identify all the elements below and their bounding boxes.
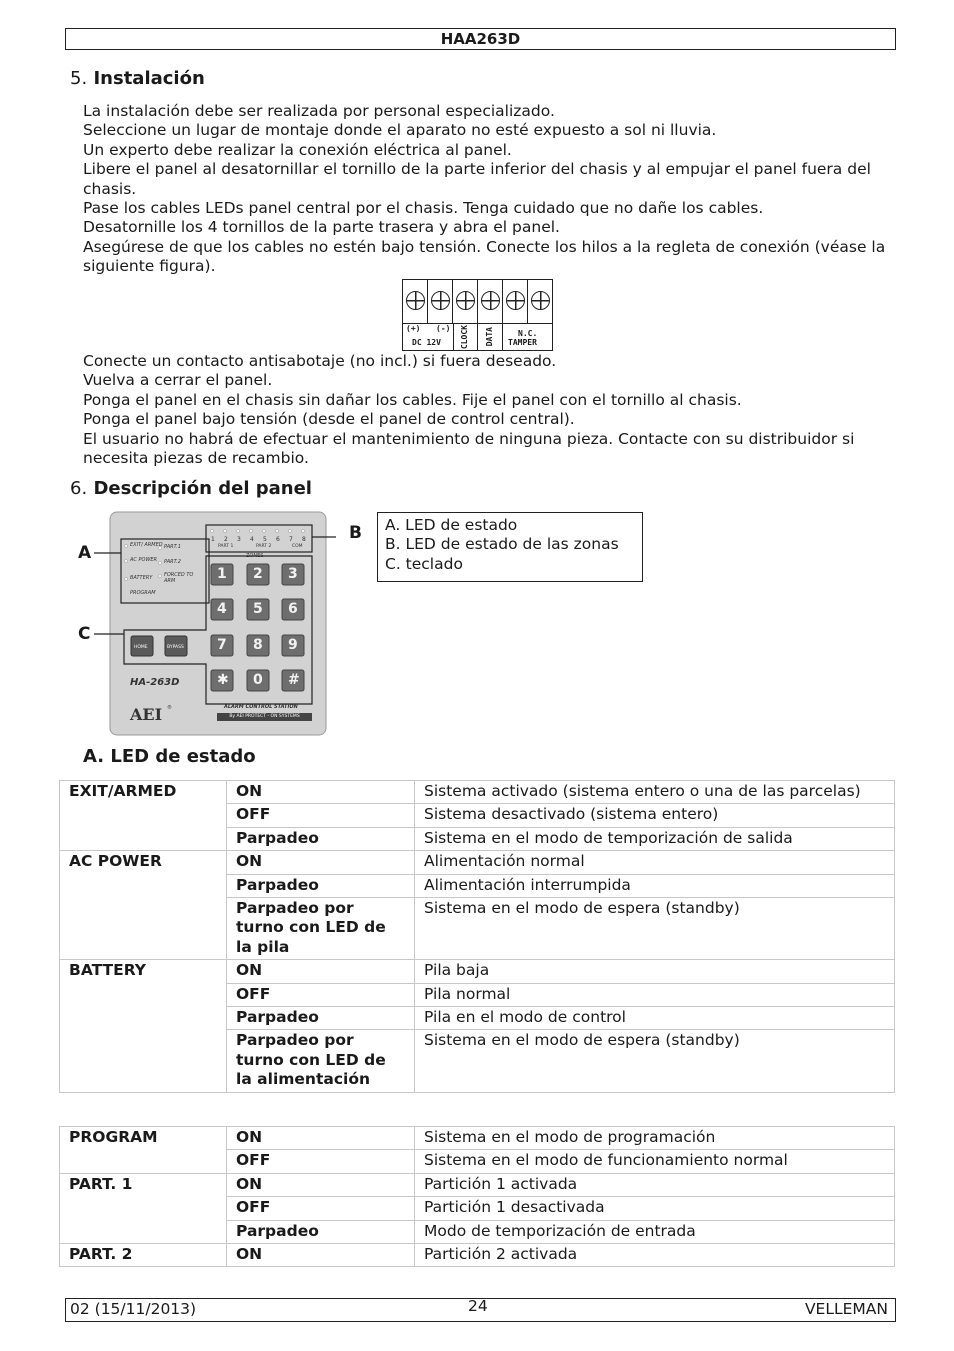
paragraph: La instalación debe ser realizada por personal especializado. (83, 102, 555, 120)
led-state-cell: Parpadeo por turno con LED de la pila (227, 898, 415, 960)
led-label: BATTERY (130, 575, 153, 581)
zone-led-icon (262, 529, 265, 532)
led-label: EXIT/ ARMED (130, 542, 163, 548)
led-description-cell: Sistema en el modo de temporización de salida (415, 827, 895, 850)
led-description-cell: Partición 1 desactivada (415, 1197, 895, 1220)
terminal-data: DATA (485, 327, 494, 347)
led-description-cell: Partición 1 activada (415, 1173, 895, 1196)
section-5-heading (70, 68, 205, 89)
footer-version: 02 (15/11/2013) (70, 1300, 197, 1318)
led-state-cell: ON (227, 1127, 415, 1150)
led-state-cell: Parpadeo por turno con LED de la alimentación (227, 1030, 415, 1092)
panel-tagline: By AEI PROTECT - ON SYSTEMS (217, 713, 312, 721)
zone-number: 7 (289, 536, 293, 543)
led-state-cell: OFF (227, 1197, 415, 1220)
terminal-dc: DC 12V (412, 338, 441, 347)
paragraph: Desatornille los 4 tornillos de la parte trasera y abra el panel. (83, 218, 560, 237)
keypad-key-label: 3 (288, 566, 298, 582)
table-row (60, 1244, 895, 1267)
led-label: AC POWER (130, 557, 158, 563)
subsection-a-title: A. LED de estado (83, 746, 256, 767)
led-state-cell: ON (227, 851, 415, 874)
callout-a: A (78, 543, 92, 563)
zone-number: 5 (263, 536, 267, 543)
screw-icon (453, 280, 478, 323)
led-state-cell: Parpadeo (227, 1007, 415, 1030)
keypad-key-label: 9 (288, 637, 298, 653)
led-name-cell: BATTERY (60, 960, 227, 1092)
led-description-cell: Sistema desactivado (sistema entero) (415, 804, 895, 827)
paragraph: Conecte un contacto antisabotaje (no incl.) si fuera deseado. (83, 352, 557, 370)
footer-page-number: 24 (468, 1297, 488, 1315)
panel-station: ALARM CONTROL STATION (224, 704, 298, 710)
screw-icon (428, 280, 453, 323)
led-status-table-1 (59, 780, 895, 1093)
zone-group: COM (292, 544, 303, 549)
zone-led-icon (236, 529, 239, 532)
keypad-key-label: ✱ (217, 672, 229, 688)
zone-number: 6 (276, 536, 280, 543)
status-led-icon (124, 577, 127, 580)
paragraph: Ponga el panel en el chasis sin dañar los cables. Fije el panel con el tornillo al chasis. (83, 390, 742, 409)
legend-item: A. LED de estado (385, 516, 518, 534)
zone-led-icon (223, 529, 226, 532)
zone-number: 8 (302, 536, 306, 543)
section-6-title: Descripción del panel (93, 478, 312, 499)
led-description-cell: Alimentación interrumpida (415, 874, 895, 897)
led-description-cell: Sistema en el modo de programación (415, 1127, 895, 1150)
led-state-cell: OFF (227, 983, 415, 1006)
section-6-heading (70, 478, 312, 499)
status-led-icon (124, 544, 127, 547)
screw-icon (403, 280, 428, 323)
led-state-cell: Parpadeo (227, 874, 415, 897)
section-5-number: 5. (70, 68, 88, 89)
table-row (60, 1127, 895, 1150)
paragraph: Libere el panel al desatornillar el tornillo de la parte inferior del chasis y al empujar el panel fuera del chasis. (83, 160, 871, 198)
led-label: FORCED TO ARM (164, 572, 194, 584)
led-state-cell: Parpadeo (227, 1220, 415, 1243)
section-5-paragraphs-a (83, 102, 893, 277)
paragraph: Un experto debe realizar la conexión eléctrica al panel. (83, 140, 512, 159)
terminal-minus: (-) (436, 324, 451, 333)
zone-number: 2 (224, 536, 228, 543)
status-led-icon (124, 559, 127, 562)
led-state-cell: OFF (227, 804, 415, 827)
terminal-tamper: TAMPER (508, 338, 537, 347)
paragraph: Seleccione un lugar de montaje donde el aparato no esté expuesto a sol ni lluvia. (83, 121, 717, 140)
bypass-key-label: BYPASS (167, 645, 184, 650)
led-description-cell: Pila en el modo de control (415, 1007, 895, 1030)
keypad-key-label: 1 (217, 566, 227, 582)
status-led-icon (158, 574, 161, 577)
led-name-cell: PROGRAM (60, 1127, 227, 1174)
terminal-labels (403, 324, 552, 350)
terminal-screws (403, 280, 552, 324)
led-description-cell: Alimentación normal (415, 851, 895, 874)
keypad-key-label: # (288, 672, 300, 688)
zone-group: PART 1 (218, 544, 234, 549)
paragraph: Vuelva a cerrar el panel. (83, 371, 273, 390)
zone-number: 3 (237, 536, 241, 543)
led-state-cell: ON (227, 781, 415, 804)
zone-number: 4 (250, 536, 254, 543)
page-header (65, 28, 896, 50)
table-row (60, 781, 895, 804)
led-description-cell: Partición 2 activada (415, 1244, 895, 1267)
screw-icon (503, 280, 528, 323)
home-key-label: HOME (134, 645, 148, 650)
led-state-cell: ON (227, 1244, 415, 1267)
section-5-paragraphs-b (83, 352, 893, 468)
table-row (60, 1173, 895, 1196)
zone-led-icon (275, 529, 278, 532)
led-description-cell: Sistema en el modo de espera (standby) (415, 1030, 895, 1092)
led-description-cell: Pila baja (415, 960, 895, 983)
paragraph: Ponga el panel bajo tensión (desde el panel de control central). (83, 410, 575, 429)
led-name-cell: PART. 1 (60, 1173, 227, 1243)
led-name-cell: EXIT/ARMED (60, 781, 227, 851)
led-description-cell: Modo de temporización de entrada (415, 1220, 895, 1243)
zone-led-icon (301, 529, 304, 532)
keypad-key-label: 8 (253, 637, 263, 653)
section-5-title: Instalación (93, 68, 205, 89)
panel-model: HA-263D (130, 677, 180, 688)
legend-item: B. LED de estado de las zonas (385, 535, 619, 554)
keypad-key-label: 0 (253, 672, 263, 688)
terminal-block-figure (402, 279, 553, 351)
keypad-key-label: 7 (217, 637, 227, 653)
panel-brand-logo: AEI (130, 705, 163, 724)
terminal-plus: (+) (406, 324, 421, 333)
led-label: PART.1 (164, 544, 181, 550)
page-footer (65, 1298, 896, 1322)
section-6-number: 6. (70, 478, 88, 499)
zones-label: ZONES (246, 553, 264, 559)
led-label: PROGRAM (130, 590, 156, 596)
paragraph: El usuario no habrá de efectuar el mantenimiento de ninguna pieza. Contacte con su distribuidor si necesita piezas de recambio. (83, 429, 855, 468)
zone-group: PART 2 (256, 544, 272, 549)
led-state-cell: OFF (227, 1150, 415, 1173)
led-label: PART.2 (164, 559, 181, 565)
panel-brand-registered: ® (167, 705, 172, 711)
paragraph: Pase los cables LEDs panel central por el chasis. Tenga cuidado que no dañe los cables. (83, 199, 764, 218)
keypad-key-label: 4 (217, 601, 227, 617)
keypad-key-label: 5 (253, 601, 263, 617)
led-state-cell: Parpadeo (227, 827, 415, 850)
zone-led-icon (288, 529, 291, 532)
screw-icon (478, 280, 503, 323)
footer-brand: VELLEMAN (804, 1300, 888, 1318)
led-description-cell: Sistema activado (sistema entero o una de las parcelas) (415, 781, 895, 804)
paragraph: Asegúrese de que los cables no estén bajo tensión. Conecte los hilos a la regleta de conexión (véase la siguiente figura). (83, 237, 886, 276)
zone-led-icon (249, 529, 252, 532)
led-name-cell: AC POWER (60, 851, 227, 960)
led-state-cell: ON (227, 960, 415, 983)
zone-led-icon (210, 529, 213, 532)
zone-number: 1 (211, 536, 215, 543)
table-row (60, 851, 895, 874)
led-status-table-2 (59, 1126, 895, 1267)
status-led-icon (158, 561, 161, 564)
led-state-cell: ON (227, 1173, 415, 1196)
led-description-cell: Sistema en el modo de funcionamiento normal (415, 1150, 895, 1173)
keypad-key-label: 2 (253, 566, 263, 582)
subsection-a-heading (83, 746, 256, 767)
table-row (60, 960, 895, 983)
terminal-nc: N.C. (518, 329, 538, 338)
header-model: HAA263D (440, 30, 521, 48)
screw-icon (528, 280, 552, 323)
legend-item: C. teclado (385, 554, 463, 573)
led-description-cell: Sistema en el modo de espera (standby) (415, 898, 895, 960)
panel-legend (377, 512, 643, 582)
terminal-clock: CLOCK (460, 325, 469, 350)
led-description-cell: Pila normal (415, 983, 895, 1006)
callout-b: B (349, 523, 362, 543)
panel-figure (74, 508, 374, 740)
led-name-cell: PART. 2 (60, 1244, 227, 1267)
callout-c: C (78, 624, 91, 644)
keypad-key-label: 6 (288, 601, 298, 617)
